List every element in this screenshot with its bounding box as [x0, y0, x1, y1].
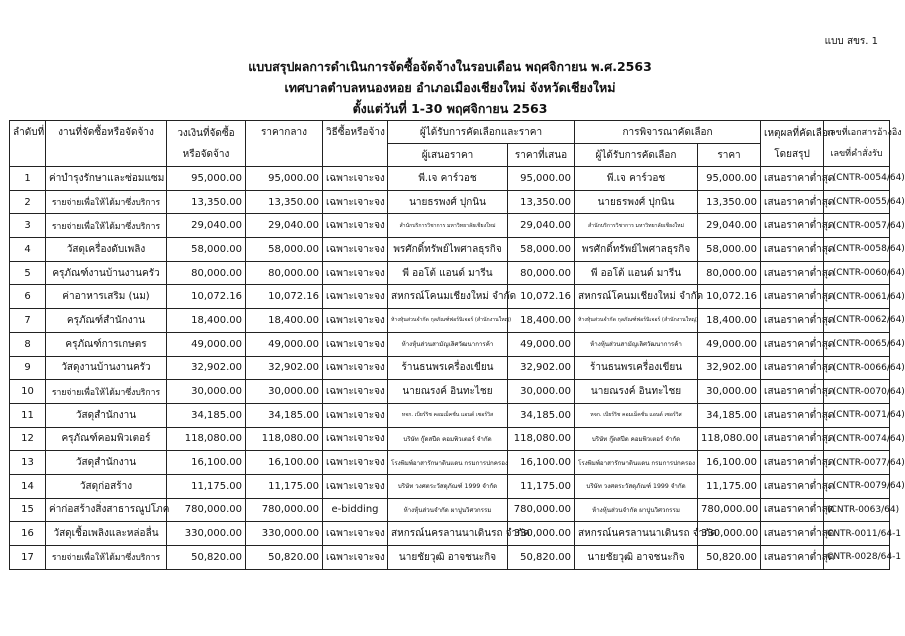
row-bid-price: 50,820.00 [508, 546, 575, 570]
row-item: ค่าก่อสร้างสิ่งสาธารณูปโภค [46, 498, 167, 522]
row-method: เฉพาะเจาะจง [323, 546, 388, 570]
table-row [10, 190, 890, 214]
row-item: รายจ่ายเพื่อให้ได้มาซึ่งบริการ [46, 380, 167, 404]
row-method: เฉพาะเจาะจง [323, 474, 388, 498]
row-bidder: ห้างหุ้นส่วนสามัญเลิศวัฒนาการค้า [388, 332, 508, 356]
row-price: 80,000.00 [698, 261, 761, 285]
row-median-price: 95,000.00 [246, 167, 323, 191]
row-bidder: หจก. เบียร์ริช คอมเม็คชั่น แอนด์ เซอร์วิส [388, 403, 508, 427]
row-bidder: บริษัท วงศตระวัสดุภัณฑ์ 1999 จำกัด [388, 474, 508, 498]
row-reference: . (CNTR-0071/64) [824, 403, 890, 427]
row-number: 6 [10, 285, 46, 309]
row-bid-price: 30,000.00 [508, 380, 575, 404]
row-bidder: ห้างหุ้นส่วนจำกัด กุลภัณฑ์ฟอร์นิเจอร์ (สำนักงานใหญ่) [388, 309, 508, 333]
row-item: ครุภัณฑ์สำนักงาน [46, 309, 167, 333]
row-bidder: นายณรงค์ อินทะไชย [388, 380, 508, 404]
row-method: เฉพาะเจาะจง [323, 451, 388, 475]
row-median-price: 80,000.00 [246, 261, 323, 285]
header-reference [824, 121, 902, 167]
row-number: 16 [10, 522, 46, 546]
row-method: เฉพาะเจาะจง [323, 332, 388, 356]
row-reference: . (CNTR-0061/64) [824, 285, 890, 309]
table-row [10, 238, 890, 262]
table-row [10, 356, 890, 380]
row-item: ค่าอาหารเสริม (นม) [46, 285, 167, 309]
row-median-price: 34,185.00 [246, 403, 323, 427]
row-price: 50,820.00 [698, 546, 761, 570]
document-subtitle: เทศบาลตำบลหนองหอย อำเภอเมืองเชียงใหม่ จังหวัดเชียงใหม่ [284, 80, 616, 95]
row-winner: พี.เจ คาร์วอช [575, 167, 698, 191]
row-method: เฉพาะเจาะจง [323, 190, 388, 214]
row-method: เฉพาะเจาะจง [323, 214, 388, 238]
table-row [10, 474, 890, 498]
row-reason: เสนอราคาต่ำสุด [761, 261, 824, 285]
row-method: เฉพาะเจาะจง [323, 261, 388, 285]
row-reference: . (CNTR-0062/64) [824, 309, 890, 333]
row-budget: 13,350.00 [167, 190, 246, 214]
table-row [10, 261, 890, 285]
row-reason: เสนอราคาต่ำสุด [761, 498, 824, 522]
row-price: 49,000.00 [698, 332, 761, 356]
row-budget: 32,902.00 [167, 356, 246, 380]
row-item: ครุภัณฑ์งานบ้านงานครัว [46, 261, 167, 285]
row-number: 9 [10, 356, 46, 380]
row-bidder: นายธรพงศ์ ปุกนิน [388, 190, 508, 214]
row-winner: ร้านธนพรเครื่องเขียน [575, 356, 698, 380]
header-budget [167, 121, 246, 167]
row-bid-price: 80,000.00 [508, 261, 575, 285]
row-method: เฉพาะเจาะจง [323, 285, 388, 309]
row-item: วัสดุสำนักงาน [46, 403, 167, 427]
row-bidder: สหกรณ์นครลานนาเดินรถ จำกัด [388, 522, 508, 546]
row-reason: เสนอราคาต่ำสุด [761, 332, 824, 356]
row-price: 16,100.00 [698, 451, 761, 475]
row-bidder: บริษัท กู๊ดสปีด คอมพิวเตอร์ จำกัด [388, 427, 508, 451]
row-reason: เสนอราคาต่ำสุด [761, 167, 824, 191]
row-reference: CNTR-0028/64-1 [824, 546, 890, 570]
row-number: 11 [10, 403, 46, 427]
row-method: เฉพาะเจาะจง [323, 167, 388, 191]
row-median-price: 780,000.00 [246, 498, 323, 522]
row-price: 10,072.16 [698, 285, 761, 309]
row-item: รายจ่ายเพื่อให้ได้มาซึ่งบริการ [46, 214, 167, 238]
row-price: 13,350.00 [698, 190, 761, 214]
row-median-price: 32,902.00 [246, 356, 323, 380]
header-winner: ผู้ได้รับการคัดเลือก [575, 144, 698, 167]
row-median-price: 16,100.00 [246, 451, 323, 475]
header-bidder: ผู้เสนอราคา [388, 144, 508, 167]
row-bid-price: 29,040.00 [508, 214, 575, 238]
row-budget: 780,000.00 [167, 498, 246, 522]
row-number: 12 [10, 427, 46, 451]
row-bid-price: 34,185.00 [508, 403, 575, 427]
header-price: ราคา [698, 144, 761, 167]
row-median-price: 49,000.00 [246, 332, 323, 356]
row-winner: ห้างหุ้นส่วนจำกัด ผาปูนวิศวกรรม [575, 498, 698, 522]
row-price: 118,080.00 [698, 427, 761, 451]
row-number: 14 [10, 474, 46, 498]
row-price: 18,400.00 [698, 309, 761, 333]
row-median-price: 330,000.00 [246, 522, 323, 546]
row-number: 15 [10, 498, 46, 522]
row-bid-price: 16,100.00 [508, 451, 575, 475]
row-budget: 29,040.00 [167, 214, 246, 238]
table-row [10, 332, 890, 356]
row-reference: . (CNTR-0077/64) [824, 451, 890, 475]
row-bid-price: 13,350.00 [508, 190, 575, 214]
row-reason: เสนอราคาต่ำสุด [761, 285, 824, 309]
row-number: 4 [10, 238, 46, 262]
row-item: วัสดุเชื้อเพลิงและหล่อลื่น [46, 522, 167, 546]
row-budget: 18,400.00 [167, 309, 246, 333]
row-budget: 50,820.00 [167, 546, 246, 570]
row-reason: เสนอราคาต่ำสุด [761, 451, 824, 475]
row-reason: เสนอราคาต่ำสุด [761, 309, 824, 333]
header-reference-line2: เลขที่คำสั่งรับ [830, 148, 883, 159]
row-bid-price: 780,000.00 [508, 498, 575, 522]
row-median-price: 58,000.00 [246, 238, 323, 262]
row-winner: ห้างหุ้นส่วนจำกัด กุลภัณฑ์ฟอร์นิเจอร์ (สำนักงานใหญ่) [575, 309, 698, 333]
header-bid-price: ราคาที่เสนอ [508, 144, 575, 167]
table-row [10, 214, 890, 238]
row-price: 330,000.00 [698, 522, 761, 546]
table-row [10, 167, 890, 191]
row-reference: . (CNTR-0054/64) [824, 167, 890, 191]
header-bidders-group: ผู้ได้รับการคัดเลือกและราคา [388, 121, 575, 144]
document-date-range: ตั้งแต่วันที่ 1-30 พฤศจิกายน 2563 [352, 101, 548, 116]
table-row [10, 309, 890, 333]
header-no: ลำดับที่ [10, 121, 46, 167]
row-method: เฉพาะเจาะจง [323, 309, 388, 333]
header-reason [761, 121, 834, 167]
row-price: 32,902.00 [698, 356, 761, 380]
row-bidder: พี.เจ คาร์วอช [388, 167, 508, 191]
row-bidder: โรงพิมพ์อาสารักษาดินแดน กรมการปกครอง [388, 451, 508, 475]
header-median-price: ราคากลาง [246, 121, 323, 167]
table-header [10, 121, 902, 167]
row-winner: ห้างหุ้นส่วนสามัญเลิศวัฒนาการค้า [575, 332, 698, 356]
row-number: 17 [10, 546, 46, 570]
row-item: รายจ่ายเพื่อให้ได้มาซึ่งบริการ [46, 546, 167, 570]
table-row [10, 285, 890, 309]
row-price: 780,000.00 [698, 498, 761, 522]
row-winner: นายณรงค์ อินทะไชย [575, 380, 698, 404]
row-price: 30,000.00 [698, 380, 761, 404]
row-budget: 49,000.00 [167, 332, 246, 356]
table-row [10, 403, 890, 427]
row-reason: เสนอราคาต่ำสุด [761, 474, 824, 498]
row-reference: . (CNTR-0066/64) [824, 356, 890, 380]
row-reference: (CNTR-0063/64) [824, 498, 890, 522]
row-item: วัสดุสำนักงาน [46, 451, 167, 475]
row-winner: พี ออโต้ แอนด์ มารีน [575, 261, 698, 285]
procurement-table [9, 120, 905, 570]
row-reference: . (CNTR-0055/64) [824, 190, 890, 214]
row-bidder: ห้างหุ้นส่วนจำกัด ผาปูนวิศวกรรม [388, 498, 508, 522]
row-bid-price: 118,080.00 [508, 427, 575, 451]
header-reason-line2: โดยสรุป [774, 148, 810, 160]
row-winner: หจก. เบียร์ริช คอมเม็คชั่น แอนด์ เซอร์วิส [575, 403, 698, 427]
row-bid-price: 49,000.00 [508, 332, 575, 356]
row-bidder: สหกรณ์โคนมเชียงใหม่ จำกัด [388, 285, 508, 309]
header-method: วิธีซื้อหรือจ้าง [323, 121, 388, 167]
row-reference: . (CNTR-0058/64) [824, 238, 890, 262]
row-bidder: ร้านธนพรเครื่องเขียน [388, 356, 508, 380]
row-budget: 34,185.00 [167, 403, 246, 427]
table-row [10, 546, 890, 570]
row-reason: เสนอราคาต่ำสุด [761, 546, 824, 570]
header-selection-group: การพิจารณาคัดเลือก [575, 121, 761, 144]
row-number: 5 [10, 261, 46, 285]
header-budget-line2: หรือจัดจ้าง [182, 148, 230, 160]
row-median-price: 10,072.16 [246, 285, 323, 309]
row-budget: 95,000.00 [167, 167, 246, 191]
form-number: แบบ สขร. 1 [824, 36, 878, 47]
header-item: งานที่จัดซื้อหรือจัดจ้าง [46, 121, 167, 167]
row-winner: บริษัท กู๊ดสปีด คอมพิวเตอร์ จำกัด [575, 427, 698, 451]
row-item: วัสดุงานบ้านงานครัว [46, 356, 167, 380]
row-method: เฉพาะเจาะจง [323, 403, 388, 427]
header-reason-line1: เหตุผลที่คัดเลือก [764, 127, 834, 139]
row-bidder: นายชัยวุฒิ อาจชนะกิจ [388, 546, 508, 570]
table-row [10, 427, 890, 451]
row-item: วัสดุเครื่องดับเพลิง [46, 238, 167, 262]
row-item: รายจ่ายเพื่อให้ได้มาซึ่งบริการ [46, 190, 167, 214]
row-winner: นายธรพงศ์ ปุกนิน [575, 190, 698, 214]
row-price: 34,185.00 [698, 403, 761, 427]
row-winner: พรศักดิ์ทรัพย์ไพศาลธุรกิจ [575, 238, 698, 262]
row-price: 29,040.00 [698, 214, 761, 238]
row-reference: . (CNTR-0070/64) [824, 380, 890, 404]
row-reference: . (CNTR-0079/64) [824, 474, 890, 498]
row-winner: บริษัท วงศตระวัสดุภัณฑ์ 1999 จำกัด [575, 474, 698, 498]
row-reason: เสนอราคาต่ำสุด [761, 522, 824, 546]
row-winner: สำนักบริการวิชาการ มหาวิทยาลัยเชียงใหม่ [575, 214, 698, 238]
row-bidder: พี ออโต้ แอนด์ มารีน [388, 261, 508, 285]
row-winner: สหกรณ์โคนมเชียงใหม่ จำกัด [575, 285, 698, 309]
row-price: 58,000.00 [698, 238, 761, 262]
row-method: เฉพาะเจาะจง [323, 427, 388, 451]
row-number: 13 [10, 451, 46, 475]
row-bid-price: 95,000.00 [508, 167, 575, 191]
row-budget: 16,100.00 [167, 451, 246, 475]
row-item: วัสดุก่อสร้าง [46, 474, 167, 498]
row-price: 11,175.00 [698, 474, 761, 498]
row-number: 1 [10, 167, 46, 191]
row-reference: . (CNTR-0057/64) [824, 214, 890, 238]
row-bidder: สำนักบริการวิชาการ มหาวิทยาลัยเชียงใหม่ [388, 214, 508, 238]
row-budget: 80,000.00 [167, 261, 246, 285]
row-reason: เสนอราคาต่ำสุด [761, 380, 824, 404]
row-reason: เสนอราคาต่ำสุด [761, 214, 824, 238]
row-reference: CNTR-0011/64-1 [824, 522, 890, 546]
row-bid-price: 58,000.00 [508, 238, 575, 262]
row-price: 95,000.00 [698, 167, 761, 191]
row-median-price: 50,820.00 [246, 546, 323, 570]
row-reference: . (CNTR-0074/64) [824, 427, 890, 451]
row-reason: เสนอราคาต่ำสุด [761, 356, 824, 380]
row-median-price: 13,350.00 [246, 190, 323, 214]
row-median-price: 29,040.00 [246, 214, 323, 238]
row-number: 7 [10, 309, 46, 333]
row-number: 10 [10, 380, 46, 404]
row-reference: . (CNTR-0065/64) [824, 332, 890, 356]
table-row [10, 380, 890, 404]
row-median-price: 18,400.00 [246, 309, 323, 333]
document-title-block [0, 56, 900, 119]
row-item: ค่าบำรุงรักษาและซ่อมแซม [46, 167, 167, 191]
row-reason: เสนอราคาต่ำสุด [761, 190, 824, 214]
row-reason: เสนอราคาต่ำสุด [761, 238, 824, 262]
row-method: เฉพาะเจาะจง [323, 380, 388, 404]
row-median-price: 30,000.00 [246, 380, 323, 404]
row-budget: 11,175.00 [167, 474, 246, 498]
row-budget: 330,000.00 [167, 522, 246, 546]
row-item: ครุภัณฑ์การเกษตร [46, 332, 167, 356]
row-budget: 118,080.00 [167, 427, 246, 451]
table-row [10, 498, 890, 522]
row-winner: นายชัยวุฒิ อาจชนะกิจ [575, 546, 698, 570]
table-row [10, 522, 890, 546]
header-reference-line1: เลขที่เอกสารอ้างอิง [827, 127, 902, 138]
row-number: 2 [10, 190, 46, 214]
row-bid-price: 10,072.16 [508, 285, 575, 309]
row-method: e-bidding [323, 498, 388, 522]
row-median-price: 11,175.00 [246, 474, 323, 498]
row-bid-price: 32,902.00 [508, 356, 575, 380]
table-body [10, 167, 905, 570]
row-item: ครุภัณฑ์คอมพิวเตอร์ [46, 427, 167, 451]
table-row [10, 451, 890, 475]
row-method: เฉพาะเจาะจง [323, 522, 388, 546]
row-method: เฉพาะเจาะจง [323, 238, 388, 262]
row-winner: โรงพิมพ์อาสารักษาดินแดน กรมการปกครอง [575, 451, 698, 475]
row-method: เฉพาะเจาะจง [323, 356, 388, 380]
row-bid-price: 330,000.00 [508, 522, 575, 546]
row-winner: สหกรณ์นครลานนาเดินรถ จำกัด [575, 522, 698, 546]
row-reason: เสนอราคาต่ำสุด [761, 427, 824, 451]
row-number: 3 [10, 214, 46, 238]
row-bidder: พรศักดิ์ทรัพย์ไพศาลธุรกิจ [388, 238, 508, 262]
row-median-price: 118,080.00 [246, 427, 323, 451]
row-reason: เสนอราคาต่ำสุด [761, 403, 824, 427]
row-budget: 58,000.00 [167, 238, 246, 262]
row-reference: . (CNTR-0060/64) [824, 261, 890, 285]
row-bid-price: 11,175.00 [508, 474, 575, 498]
document-title: แบบสรุปผลการดำเนินการจัดซื้อจัดจ้างในรอบเดือน พฤศจิกายน พ.ศ.2563 [248, 59, 652, 74]
row-budget: 30,000.00 [167, 380, 246, 404]
row-bid-price: 18,400.00 [508, 309, 575, 333]
row-budget: 10,072.16 [167, 285, 246, 309]
row-number: 8 [10, 332, 46, 356]
header-budget-line1: วงเงินที่จัดซื้อ [177, 127, 235, 139]
